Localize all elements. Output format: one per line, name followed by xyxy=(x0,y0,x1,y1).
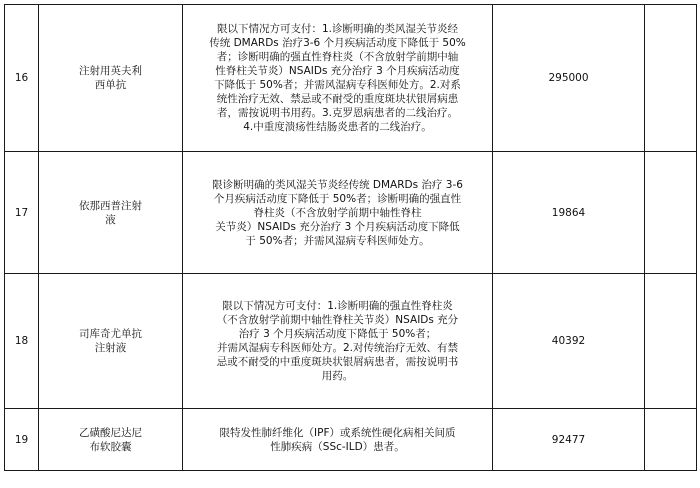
payment-condition-line: 个月疾病活动度下降低于 50%者；诊断明确的强直性 xyxy=(213,192,462,205)
price-cell: 92477 xyxy=(493,409,645,471)
payment-condition-line: 限特发性肺纤维化（IPF）或系统性硬化病相关间质 xyxy=(219,426,456,439)
payment-condition-line: 于 50%者；并需风湿病专科医师处方。 xyxy=(245,234,430,247)
drug-name-line: 液 xyxy=(105,213,116,226)
drug-name-line: 司库奇尤单抗 xyxy=(79,328,142,340)
row-number-cell: 18 xyxy=(5,274,39,409)
empty-cell xyxy=(645,274,697,409)
drug-name-line: 注射用英夫利 xyxy=(79,65,142,77)
payment-condition-line: 传统 DMARDs 治疗3-6 个月疾病活动度下降低于 50% xyxy=(209,37,466,49)
payment-condition-line: 忌或不耐受的中重度斑块状银屑病患者，需按说明书 xyxy=(216,356,459,368)
drug-name-cell xyxy=(39,5,183,152)
payment-condition-cell xyxy=(183,409,493,471)
row-number-cell: 16 xyxy=(5,5,39,152)
payment-condition-cell xyxy=(183,152,493,274)
payment-condition-line: 限诊断明确的类风湿关节炎经传统 DMARDs 治疗 3-6 xyxy=(212,178,463,191)
payment-condition-line: 治疗 3 个月疾病活动度下降低于 50%者； xyxy=(238,328,437,340)
payment-condition-line: 限以下情况方可支付：1.诊断明确的类风湿关节炎经 xyxy=(216,23,459,35)
payment-condition-line: 并需风湿病专科医师处方。2.对传统治疗无效、有禁 xyxy=(216,342,459,354)
drug-name-cell xyxy=(39,152,183,274)
payment-condition-line: 4.中重度溃疡性结肠炎患者的二线治疗。 xyxy=(243,121,432,133)
payment-condition-cell xyxy=(183,274,493,409)
payment-condition-line: 限以下情况方可支付：1.诊断明确的强直性脊柱炎 xyxy=(222,300,453,312)
price-cell: 295000 xyxy=(493,5,645,152)
empty-cell xyxy=(645,409,697,471)
drug-name-line: 乙磺酸尼达尼 xyxy=(79,426,142,439)
table-row xyxy=(5,5,697,152)
price-cell: 19864 xyxy=(493,152,645,274)
empty-cell xyxy=(645,5,697,152)
payment-condition-line: 性肺疾病（SSc-ILD）患者。 xyxy=(270,440,405,453)
price-cell: 40392 xyxy=(493,274,645,409)
drug-name-line: 依那西普注射 xyxy=(79,199,142,212)
empty-cell xyxy=(645,152,697,274)
drug-name-cell xyxy=(39,409,183,471)
payment-condition-line: 性脊柱关节炎）NSAIDs 充分治疗 3 个月疾病活动度 xyxy=(215,65,460,77)
payment-condition-line: 者，需按说明书用药。3.克罗恩病患者的二线治疗。 xyxy=(216,107,459,119)
table-row xyxy=(5,409,697,471)
drug-name-line: 布软胶囊 xyxy=(89,440,132,453)
table-row xyxy=(5,152,697,274)
payment-condition-line: 用药。 xyxy=(321,370,354,382)
table-body xyxy=(5,5,697,471)
drug-name-cell xyxy=(39,274,183,409)
row-number-cell: 19 xyxy=(5,409,39,471)
payment-condition-line: 关节炎）NSAIDs 充分治疗 3 个月疾病活动度下降低 xyxy=(215,220,460,233)
table-row xyxy=(5,274,697,409)
payment-condition-line: （不含放射学前期中轴性脊柱关节炎）NSAIDs 充分 xyxy=(216,314,459,326)
payment-condition-line: 下降低于 50%者；并需风湿病专科医师处方。2.对系 xyxy=(214,79,461,91)
payment-condition-line: 者；诊断明确的强直性脊柱炎（不含放射学前期中轴 xyxy=(216,51,459,63)
drug-name-line: 西单抗 xyxy=(94,79,127,91)
row-number-cell: 17 xyxy=(5,152,39,274)
drug-table xyxy=(4,4,697,471)
payment-condition-line: 脊柱炎（不含放射学前期中轴性脊柱 xyxy=(253,206,422,219)
drug-name-line: 注射液 xyxy=(94,342,127,354)
payment-condition-line: 统性治疗无效、禁忌或不耐受的重度斑块状银屑病患 xyxy=(216,93,459,105)
payment-condition-cell xyxy=(183,5,493,152)
